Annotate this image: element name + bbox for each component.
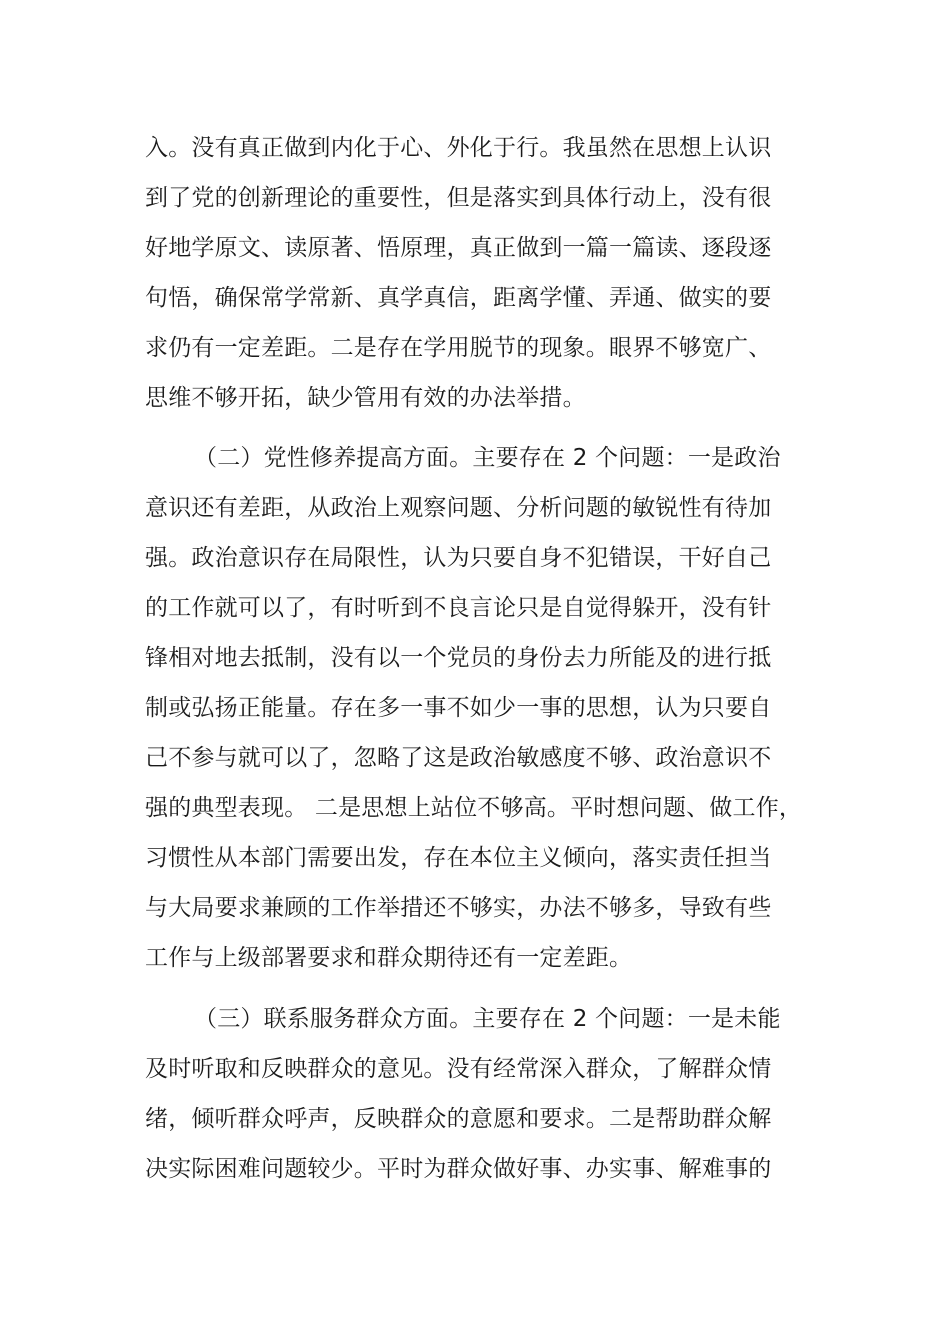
p3-line-2: 及时听取和反映群众的意见。没有经常深入群众，了解群众情	[145, 1056, 772, 1082]
p1-line-6: 思维不够开拓，缺少管用有效的办法举措。	[145, 385, 586, 411]
p2-line-5: 锋相对地去抵制，没有以一个党员的身份去力所能及的进行抵	[145, 645, 772, 671]
p2-line-3: 强。政治意识存在局限性，认为只要自身不犯错误，干好自己	[145, 545, 772, 571]
p1-line-1: 入。没有真正做到内化于心、外化于行。我虽然在思想上认识	[145, 135, 772, 161]
p2-line-6: 制或弘扬正能量。存在多一事不如少一事的思想，认为只要自	[145, 695, 772, 721]
p2-line-9: 习惯性从本部门需要出发，存在本位主义倾向，落实责任担当	[145, 845, 772, 871]
p2-line-11: 工作与上级部署要求和群众期待还有一定差距。	[145, 945, 633, 971]
p1-line-2: 到了党的创新理论的重要性，但是落实到具体行动上，没有很	[145, 185, 772, 211]
p2-line-4: 的工作就可以了，有时听到不良言论只是自觉得躲开，没有针	[145, 595, 772, 621]
p1-line-4: 句悟，确保常学常新、真学真信，距离学懂、弄通、做实的要	[145, 285, 772, 311]
p2-line-2: 意识还有差距，从政治上观察问题、分析问题的敏锐性有待加	[145, 495, 772, 521]
p1-line-3: 好地学原文、读原著、悟原理，真正做到一篇一篇读、逐段逐	[145, 235, 772, 261]
p3-line-3: 绪，倾听群众呼声，反映群众的意愿和要求。二是帮助群众解	[145, 1106, 772, 1132]
p2-line-10: 与大局要求兼顾的工作举措还不够实，办法不够多，导致有些	[145, 895, 772, 921]
p2-line-8: 强的典型表现。 二是思想上站位不够高。平时想问题、做工作，	[145, 795, 803, 821]
p3-line-1: （三）联系服务群众方面。主要存在 2 个问题：一是未能	[194, 1006, 781, 1032]
p3-line-4: 决实际困难问题较少。平时为群众做好事、办实事、解难事的	[145, 1156, 772, 1182]
p2-line-1: （二）党性修养提高方面。主要存在 2 个问题：一是政治	[194, 445, 781, 471]
p2-line-7: 己不参与就可以了，忽略了这是政治敏感度不够、政治意识不	[145, 745, 772, 771]
p1-line-5: 求仍有一定差距。二是存在学用脱节的现象。眼界不够宽广、	[145, 335, 772, 361]
